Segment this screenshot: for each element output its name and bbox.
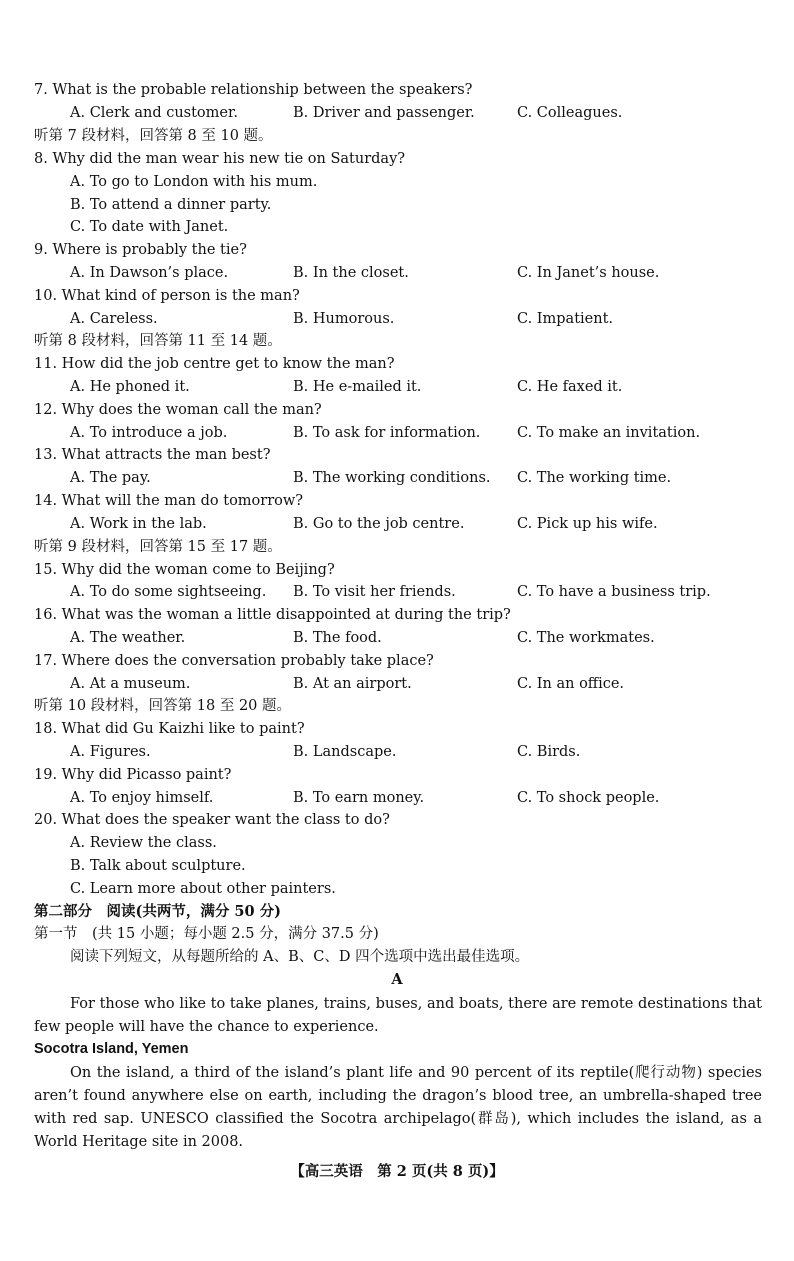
reading-direction: 阅读下列短文，从每题所给的 A、B、C、D 四个选项中选出最佳选项。 <box>70 949 530 965</box>
passage-heading: Socotra Island, Yemen <box>34 1041 189 1057</box>
option-b: B. To visit her friends. <box>293 584 456 600</box>
option-b: B. At an airport. <box>293 676 412 692</box>
option-c: C. In Janet’s house. <box>517 265 660 281</box>
question-stem: 18. What did Gu Kaizhi like to paint? <box>34 721 305 737</box>
option-c: C. Impatient. <box>517 311 614 327</box>
option-c: C. The working time. <box>517 470 672 486</box>
option-a: A. He phoned it. <box>70 379 190 395</box>
option-b: B. The food. <box>293 630 382 646</box>
part-title: 第二部分 阅读(共两节，满分 50 分) <box>34 903 281 920</box>
option-c: C. Pick up his wife. <box>517 516 658 532</box>
option-c: C. Learn more about other painters. <box>70 881 336 897</box>
option-c: C. He faxed it. <box>517 379 623 395</box>
option-a: A. Clerk and customer. <box>70 105 238 121</box>
option-b: B. Landscape. <box>293 744 397 760</box>
option-c: C. To make an invitation. <box>517 425 701 441</box>
question-stem: 8. Why did the man wear his new tie on Saturday? <box>34 151 406 167</box>
option-c: C. To shock people. <box>517 790 660 806</box>
option-a: A. The weather. <box>70 630 186 646</box>
option-a: A. To introduce a job. <box>70 425 228 441</box>
option-b: B. Driver and passenger. <box>293 105 475 121</box>
option-a: A. The pay. <box>70 470 151 486</box>
question-stem: 9. Where is probably the tie? <box>34 242 247 258</box>
question-stem: 13. What attracts the man best? <box>34 447 271 463</box>
question-stem: 15. Why did the woman come to Beijing? <box>34 562 335 578</box>
option-a: A. Work in the lab. <box>70 516 207 532</box>
question-stem: 17. Where does the conversation probably take place? <box>34 653 434 669</box>
option-b: B. To earn money. <box>293 790 425 806</box>
question-stem: 7. What is the probable relationship between the speakers? <box>34 82 473 98</box>
option-b: B. To ask for information. <box>293 425 481 441</box>
option-c: C. Colleagues. <box>517 105 623 121</box>
option-b: B. He e-mailed it. <box>293 379 422 395</box>
question-stem: 20. What does the speaker want the class to do? <box>34 812 390 828</box>
page-footer: 【高三英语 第 2 页(共 8 页)】 <box>290 1163 504 1180</box>
option-a: A. To do some sightseeing. <box>70 584 267 600</box>
option-a: A. Careless. <box>70 311 158 327</box>
passage-intro: For those who like to take planes, trains, buses, and boats, there are remote destinations that few people will have the chance to experience. <box>34 996 762 1035</box>
question-stem: 16. What was the woman a little disappointed at during the trip? <box>34 607 511 623</box>
option-c: C. Birds. <box>517 744 581 760</box>
question-stem: 10. What kind of person is the man? <box>34 288 300 304</box>
listening-instruction: 听第 7 段材料，回答第 8 至 10 题。 <box>34 128 273 144</box>
passage-label: A <box>391 971 403 988</box>
option-b: B. In the closet. <box>293 265 409 281</box>
option-b: B. To attend a dinner party. <box>70 197 272 213</box>
option-b: B. Go to the job centre. <box>293 516 465 532</box>
option-a: A. Figures. <box>70 744 151 760</box>
listening-instruction: 听第 10 段材料，回答第 18 至 20 题。 <box>34 698 292 714</box>
option-a: A. To go to London with his mum. <box>70 174 318 190</box>
option-b: B. Humorous. <box>293 311 395 327</box>
option-a: A. Review the class. <box>70 835 217 851</box>
question-stem: 11. How did the job centre get to know the man? <box>34 356 395 372</box>
option-c: C. To have a business trip. <box>517 584 711 600</box>
section-title: 第一节 (共 15 小题；每小题 2.5 分，满分 37.5 分) <box>34 926 379 942</box>
passage-paragraph: On the island, a third of the island’s plant life and 90 percent of its reptile(爬行动物) species aren’t found anywhere else on earth, including the dragon’s blood tree, an umbrella-shaped tree with red sap. UNESCO classified the Socotra archipelago(群岛), which includes the island, as a World Heritage site in 2008. <box>34 1065 762 1150</box>
option-c: C. The workmates. <box>517 630 655 646</box>
listening-instruction: 听第 9 段材料，回答第 15 至 17 题。 <box>34 539 282 555</box>
option-b: B. The working conditions. <box>293 470 491 486</box>
option-c: C. In an office. <box>517 676 625 692</box>
option-c: C. To date with Janet. <box>70 219 229 235</box>
option-a: A. In Dawson’s place. <box>70 265 229 281</box>
option-a: A. To enjoy himself. <box>70 790 214 806</box>
question-stem: 12. Why does the woman call the man? <box>34 402 322 418</box>
option-b: B. Talk about sculpture. <box>70 858 246 874</box>
listening-instruction: 听第 8 段材料，回答第 11 至 14 题。 <box>34 333 282 349</box>
question-stem: 19. Why did Picasso paint? <box>34 767 232 783</box>
option-a: A. At a museum. <box>70 676 191 692</box>
question-stem: 14. What will the man do tomorrow? <box>34 493 304 509</box>
